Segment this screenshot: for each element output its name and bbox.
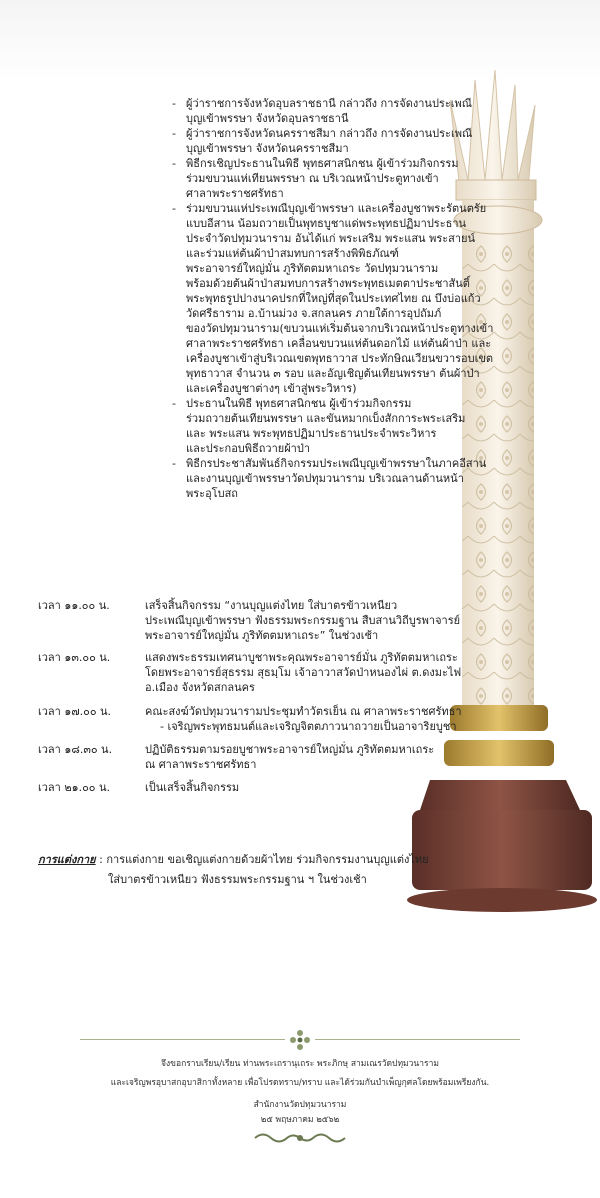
footer-line-2: และเจริญพรอุบาสกอุบาสิกาทั้งหลาย เพื่อโปรดทราบ/ทราบ และได้ร่วมกันบำเพ็ญกุศลโดยพร้อมเพรียงกัน.: [110, 1078, 490, 1088]
footer-divider-right: [315, 1039, 520, 1040]
dress-code-line-2: ใส่บาตรข้าวเหนียว ฟังธรรมพระกรรมฐาน ฯ ในช่วงเช้า: [108, 873, 367, 886]
bullet-item-text: พุทธาวาส จำนวน ๓ รอบ และอัญเชิญต้นเทียนพรรษา ต้นผ้าป่า: [186, 367, 480, 380]
schedule-time: เวลา ๑๓.๐๐ น.: [38, 651, 111, 664]
schedule-description: คณะสงฆ์วัดปทุมวนารามประชุมทำวัตรเย็น ณ ศาลาพระราชศรัทธา: [145, 705, 462, 718]
schedule-time: เวลา ๒๑.๐๐ น.: [38, 781, 111, 794]
bullet-dash: -: [172, 127, 176, 140]
dress-code-label: การแต่งกาย: [38, 853, 96, 866]
schedule-description: ณ ศาลาพระราชศรัทธา: [145, 758, 257, 771]
bullet-item-text: วัดศรีธาราม อ.บ้านม่วง จ.สกลนคร ภายใต้การอุปถัมภ์: [186, 307, 442, 320]
bullet-item-text: บุญเข้าพรรษา จังหวัดอุบลราชธานี: [186, 112, 349, 125]
footer-date: ๒๕ พฤษภาคม ๒๕๖๒: [260, 1115, 340, 1125]
schedule-description: - เจริญพระพุทธมนต์และเจริญจิตตภาวนาถวายเป็นอาจาริยบูชา: [160, 720, 457, 733]
schedule-description: ปฏิบัติธรรมตามรอยบูชาพระอาจารย์ใหญ่มั่น ภูริทัตตมหาเถระ: [145, 743, 435, 756]
ornament-flower-icon: [288, 1028, 312, 1052]
bullet-item-text: แบบอีสาน น้อมถวายเป็นพุทธบูชาแด่พระพุทธปฏิมาประธาน: [186, 217, 467, 230]
bullet-item-text: พิธีกรประชาสัมพันธ์กิจกรรมประเพณีบุญเข้าพรรษาในภาคอีสาน: [186, 457, 487, 470]
schedule-time: เวลา ๑๘.๓๐ น.: [38, 743, 113, 756]
bullet-item-text: พิธีกรเชิญประธานในพิธี พุทธศาสนิกชน ผู้เข้าร่วมกิจกรรม: [186, 157, 459, 170]
bullet-item-text: ผู้ว่าราชการจังหวัดนครราชสีมา กล่าวถึง การจัดงานประเพณี: [186, 127, 473, 140]
footer-divider-left: [80, 1039, 285, 1040]
bullet-dash: -: [172, 457, 176, 470]
dress-code-text: : การแต่งกาย ขอเชิญแต่งกายด้วยผ้าไทย ร่วมกิจกรรมงานบุญแต่งไทย: [95, 853, 429, 866]
schedule-description: แสดงพระธรรมเทศนาบูชาพระคุณพระอาจารย์มั่น ภูริทัตตมหาเถระ: [145, 651, 458, 664]
bullet-item-text: พระอาจารย์ใหญ่มั่น ภูริทัตตมหาเถระ วัดปทุมวนาราม: [186, 262, 439, 275]
bullet-item-text: ร่วมขบวนแห่ประเพณีบุญเข้าพรรษา และเครื่องบูชาพระรัตนตรัย: [186, 202, 487, 215]
bullet-item-text: และประกอบพิธีถวายผ้าป่า: [186, 442, 310, 455]
footer-office: สำนักงานวัดปทุมวนาราม: [253, 1100, 347, 1110]
schedule-description: เสร็จสิ้นกิจกรรม “งานบุญแต่งไทย ใส่บาตรข้าวเหนียว: [145, 599, 398, 612]
bullet-item-text: ศาลาพระราชศรัทธา: [186, 187, 284, 200]
schedule-description: อ.เมือง จังหวัดสกลนคร: [145, 681, 255, 694]
bullet-item-text: พระพุทธรูปปางนาคปรกที่ใหญ่ที่สุดในประเทศไทย ณ บึงบ่อแก้ว: [186, 292, 481, 305]
bullet-item-text: พระอุโบสถ: [186, 487, 238, 500]
bullet-item-text: พร้อมด้วยต้นผ้าป่าสมทบการสร้างพระพุทธเมตตาประชาสันติ์: [186, 277, 470, 290]
schedule-time: เวลา ๑๗.๐๐ น.: [38, 705, 112, 718]
bullet-dash: -: [172, 97, 176, 110]
bullet-item-text: ประธานในพิธี พุทธศาสนิกชน ผู้เข้าร่วมกิจกรรม: [186, 397, 412, 410]
schedule-description: ประเพณีบุญเข้าพรรษา ฟังธรรมพระกรรมฐาน สืบสานวิถีบูรพาจารย์: [145, 614, 461, 627]
bullet-dash: -: [172, 202, 176, 215]
bullet-dash: -: [172, 157, 176, 170]
bullet-item-text: ประจำวัดปทุมวนาราม อันได้แก่ พระเสริม พระแสน พระสายน์: [186, 232, 475, 245]
bullet-item-text: ร่วมถวายต้นเทียนพรรษา และขันหมากเบ็งสักการะพระเสริม: [186, 412, 466, 425]
bullet-item-text: และเครื่องบูชาต่างๆ เข้าสู่พระวิหาร): [186, 382, 357, 395]
bullet-item-text: ศาลาพระราชศรัทธา เคลื่อนขบวนแห่ต้นดอกไม้ แห่ต้นผ้าป่า และ: [186, 337, 492, 350]
bullet-item-text: ร่วมขบวนแห่เทียนพรรษา ณ บริเวณหน้าประตูทางเข้า: [186, 172, 439, 185]
schedule-description: เป็นเสร็จสิ้นกิจกรรม: [145, 781, 240, 794]
footer-line-1: จึงขอกราบเรียน/เรียน ท่านพระเถรานุเถระ พระภิกษุ สามเณรวัดปทุมวนาราม: [161, 1059, 439, 1069]
dress-code-line-1: [38, 852, 429, 867]
bullet-item-text: และ พระแสน พระพุทธปฏิมาประธานประจำพระวิหาร: [186, 427, 437, 440]
schedule-description: โดยพระอาจารย์สุธรรม สุธมฺโม เจ้าอาวาสวัดป่าหนองไผ่ ต.ดงมะไฟ: [145, 666, 462, 679]
bullet-item-text: บุญเข้าพรรษา จังหวัดนครราชสีมา: [186, 142, 349, 155]
bullet-item-text: ของวัดปทุมวนาราม(ขบวนแห่เริ่มต้นจากบริเวณหน้าประตูทางเข้า: [186, 322, 494, 335]
schedule-description: พระอาจารย์ใหญ่มั่น ภูริทัตตมหาเถระ” ในช่วงเช้า: [145, 629, 379, 642]
ornament-scroll-icon: [253, 1130, 347, 1146]
schedule-time: เวลา ๑๑.๐๐ น.: [38, 599, 110, 612]
bullet-dash: -: [172, 397, 176, 410]
bullet-item-text: และร่วมแห่ต้นผ้าป่าสมทบการสร้างพิพิธภัณฑ์: [186, 247, 399, 260]
bullet-item-text: เครื่องบูชาเข้าสู่บริเวณเขตพุทธาวาส ประทักษิณเวียนขวารอบเขต: [186, 352, 494, 365]
bullet-item-text: ผู้ว่าราชการจังหวัดอุบลราชธานี กล่าวถึง การจัดงานประเพณี: [186, 97, 472, 110]
bullet-item-text: และงานบุญเข้าพรรษาวัดปทุมวนาราม บริเวณลานด้านหน้า: [186, 472, 464, 485]
